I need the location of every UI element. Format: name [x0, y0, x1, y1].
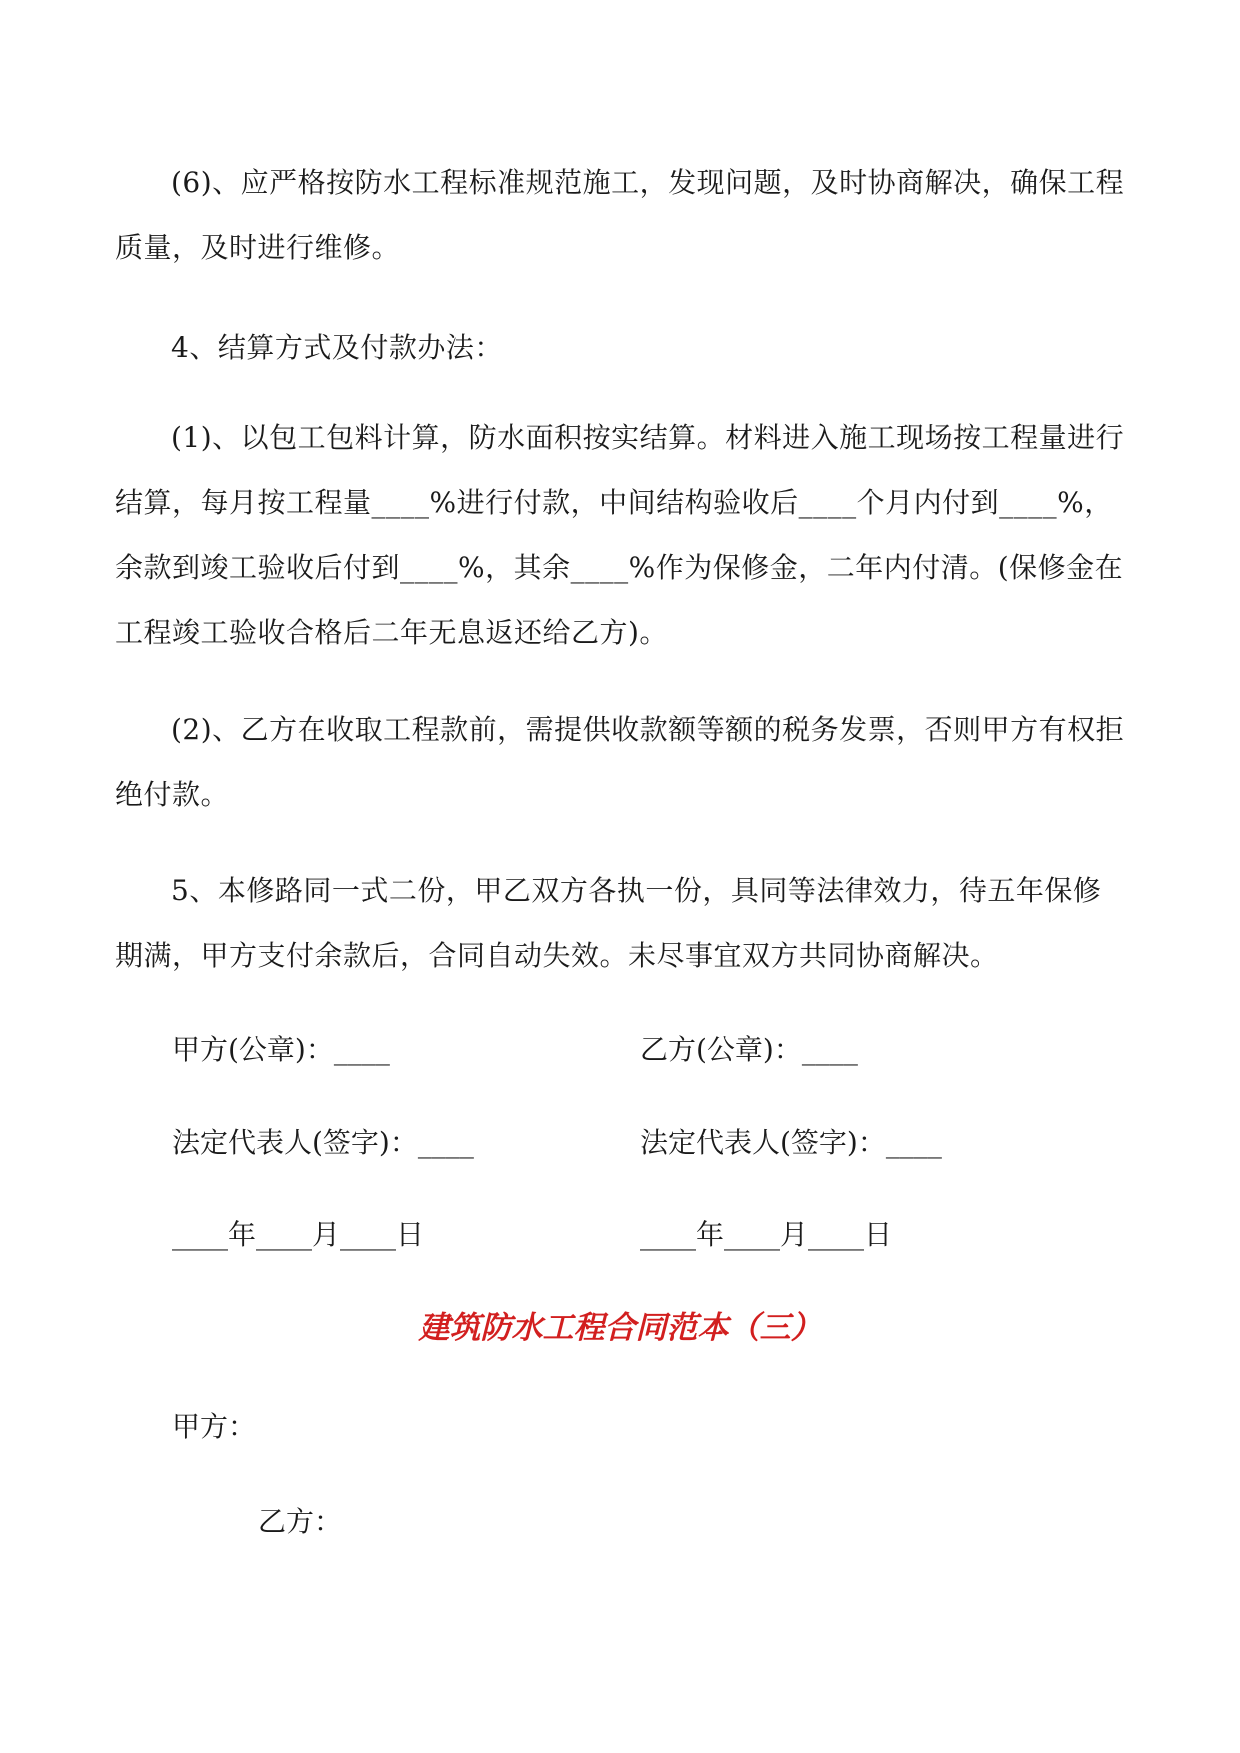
- party-b-label: 乙方：: [258, 1505, 343, 1538]
- clause-2-paragraph: [115, 697, 1125, 827]
- party-b-date: ____年____月____日: [640, 1218, 893, 1251]
- clause-1-text: (1)、以包工包料计算，防水面积按实结算。材料进入施工现场按工程量进行结算，每月按工程量____%进行付款，中间结构验收后____个月内付到____%，余款到竣工验收后付到____%，其余____%作为保修金，二年内付清。(保修金在工程竣工验收合格后二年无息返还给乙方)。: [115, 421, 1125, 649]
- contract-title: 建筑防水工程合同范本（三）: [418, 1310, 822, 1346]
- party-a-representative: 法定代表人(签字)：____: [172, 1126, 474, 1159]
- clause-1-paragraph: [115, 405, 1125, 665]
- clause-2-text: (2)、乙方在收取工程款前，需提供收款额等额的税务发票，否则甲方有权拒绝付款。: [115, 713, 1125, 811]
- section-4-heading: [115, 315, 1125, 380]
- party-a-seal: 甲方(公章)：____: [172, 1033, 390, 1066]
- party-a-label: 甲方：: [172, 1410, 257, 1443]
- party-b-seal: 乙方(公章)：____: [640, 1033, 858, 1066]
- section-4-text: 4、结算方式及付款办法：: [171, 331, 503, 364]
- clause-6-text: (6)、应严格按防水工程标准规范施工，发现问题，及时协商解决，确保工程质量，及时进行维修。: [115, 166, 1125, 264]
- section-5-paragraph: [115, 858, 1125, 988]
- section-5-text: 5、本修路同一式二份，甲乙双方各执一份，具同等法律效力，待五年保修期满，甲方支付余款后，合同自动失效。未尽事宜双方共同协商解决。: [115, 874, 1102, 972]
- party-a-date: ____年____月____日: [172, 1218, 425, 1251]
- party-b-representative: 法定代表人(签字)：____: [640, 1126, 942, 1159]
- clause-6-paragraph: [115, 150, 1125, 280]
